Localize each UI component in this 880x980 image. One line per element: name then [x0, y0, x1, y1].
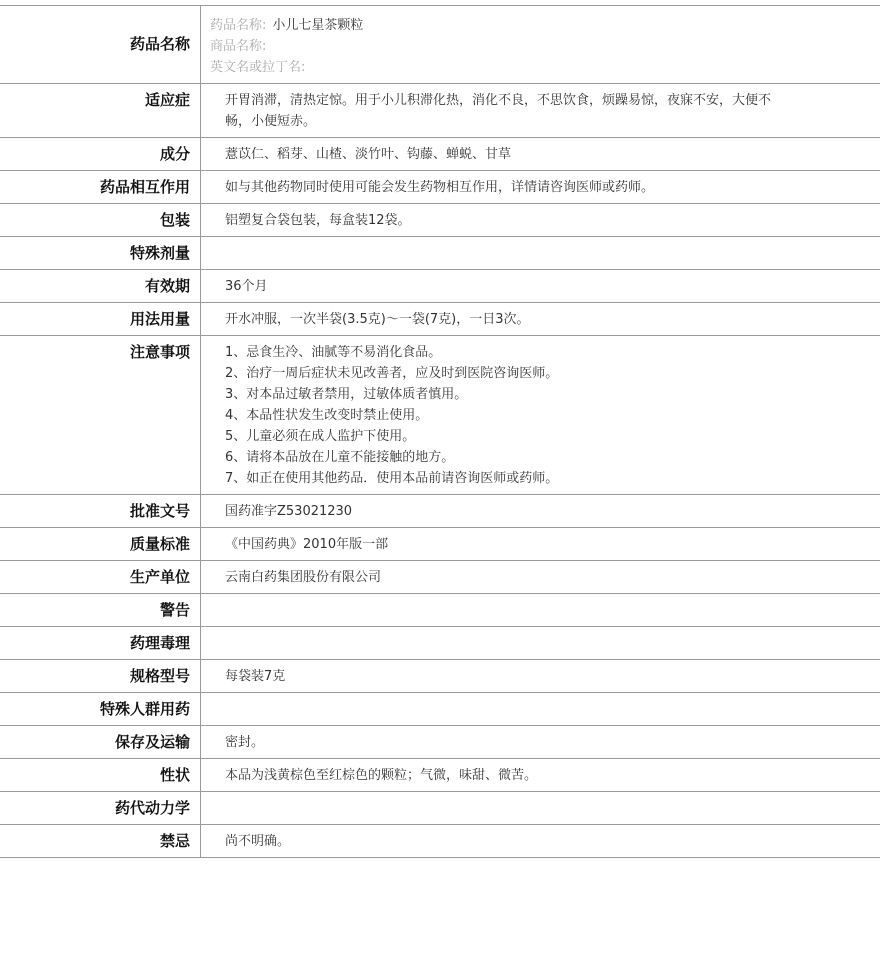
label-contraindications: 禁忌 — [0, 825, 201, 857]
row-contraindications — [0, 825, 880, 858]
label-drug-interactions: 药品相互作用 — [0, 171, 201, 203]
english-name-line — [210, 57, 860, 78]
label-storage: 保存及运输 — [0, 726, 201, 758]
list-item: 1、忌食生冷、油腻等不易消化食品。 — [225, 345, 442, 360]
list-item: 5、儿童必须在成人监护下使用。 — [225, 429, 416, 444]
row-indications — [0, 84, 880, 138]
row-specification — [0, 660, 880, 693]
value-specification: 每袋装7克 — [225, 669, 286, 684]
label-indications: 适应症 — [0, 84, 201, 137]
value-manufacturer: 云南白药集团股份有限公司 — [225, 570, 382, 585]
row-approval-number — [0, 495, 880, 528]
list-item: 7、如正在使用其他药品．使用本品前请咨询医师或药师。 — [225, 471, 559, 486]
label-ingredients: 成分 — [0, 138, 201, 170]
value-quality-standard: 《中国药典》2010年版一部 — [225, 537, 389, 552]
precautions-list — [225, 342, 790, 489]
english-name-key: 英文名或拉丁名: — [210, 60, 306, 75]
value-dosage: 开水冲服，一次半袋(3.5克)～一袋(7克)，一日3次。 — [225, 312, 530, 327]
label-packaging: 包装 — [0, 204, 201, 236]
value-pharmacology — [201, 627, 880, 659]
label-manufacturer: 生产单位 — [0, 561, 201, 593]
value-warning — [201, 594, 880, 626]
generic-name-line — [210, 15, 860, 36]
label-pharmacokinetics: 药代动力学 — [0, 792, 201, 824]
row-drug-name — [0, 6, 880, 84]
row-pharmacology — [0, 627, 880, 660]
value-special-populations — [201, 693, 880, 725]
label-quality-standard: 质量标准 — [0, 528, 201, 560]
label-warning: 警告 — [0, 594, 201, 626]
label-drug-name: 药品名称 — [0, 6, 201, 83]
row-shelf-life — [0, 270, 880, 303]
row-precautions — [0, 336, 880, 495]
value-drug-interactions: 如与其他药物同时使用可能会发生药物相互作用，详情请咨询医师或药师。 — [225, 180, 655, 195]
value-indications: 开胃消滞，清热定惊。用于小儿积滞化热，消化不良，不思饮食，烦躁易惊，夜寐不安，大便不畅，小便短赤。 — [225, 93, 772, 129]
trade-name-line — [210, 36, 860, 57]
value-ingredients: 薏苡仁、稻芽、山楂、淡竹叶、钩藤、蝉蜕、甘草 — [225, 147, 512, 162]
value-packaging: 铝塑复合袋包装，每盒装12袋。 — [225, 213, 411, 228]
label-specification: 规格型号 — [0, 660, 201, 692]
row-drug-interactions — [0, 171, 880, 204]
row-special-dosage — [0, 237, 880, 270]
value-special-dosage — [201, 237, 880, 269]
value-precautions — [201, 336, 880, 494]
label-dosage: 用法用量 — [0, 303, 201, 335]
value-description: 本品为浅黄棕色至红棕色的颗粒；气微，味甜、微苦。 — [225, 768, 538, 783]
list-item: 4、本品性状发生改变时禁止使用。 — [225, 408, 429, 423]
label-special-dosage: 特殊剂量 — [0, 237, 201, 269]
list-item: 2、治疗一周后症状未见改善者，应及时到医院咨询医师。 — [225, 366, 559, 381]
label-approval-number: 批准文号 — [0, 495, 201, 527]
row-description — [0, 759, 880, 792]
trade-name-key: 商品名称: — [210, 39, 267, 54]
row-special-populations — [0, 693, 880, 726]
row-packaging — [0, 204, 880, 237]
label-description: 性状 — [0, 759, 201, 791]
row-storage — [0, 726, 880, 759]
value-storage: 密封。 — [225, 735, 265, 750]
row-pharmacokinetics — [0, 792, 880, 825]
label-special-populations: 特殊人群用药 — [0, 693, 201, 725]
row-manufacturer — [0, 561, 880, 594]
generic-name-key: 药品名称: — [210, 18, 267, 33]
value-contraindications: 尚不明确。 — [225, 834, 291, 849]
row-dosage — [0, 303, 880, 336]
label-pharmacology: 药理毒理 — [0, 627, 201, 659]
row-warning — [0, 594, 880, 627]
row-ingredients — [0, 138, 880, 171]
row-quality-standard — [0, 528, 880, 561]
value-drug-name — [201, 6, 880, 83]
list-item: 6、请将本品放在儿童不能接触的地方。 — [225, 450, 455, 465]
value-pharmacokinetics — [201, 792, 880, 824]
drug-spec-table — [0, 5, 880, 858]
list-item: 3、对本品过敏者禁用，过敏体质者慎用。 — [225, 387, 468, 402]
label-shelf-life: 有效期 — [0, 270, 201, 302]
generic-name-value: 小儿七星茶颗粒 — [272, 18, 364, 33]
label-precautions: 注意事项 — [0, 336, 201, 494]
value-approval-number: 国药准字Z53021230 — [225, 504, 353, 519]
value-shelf-life: 36个月 — [225, 279, 268, 294]
